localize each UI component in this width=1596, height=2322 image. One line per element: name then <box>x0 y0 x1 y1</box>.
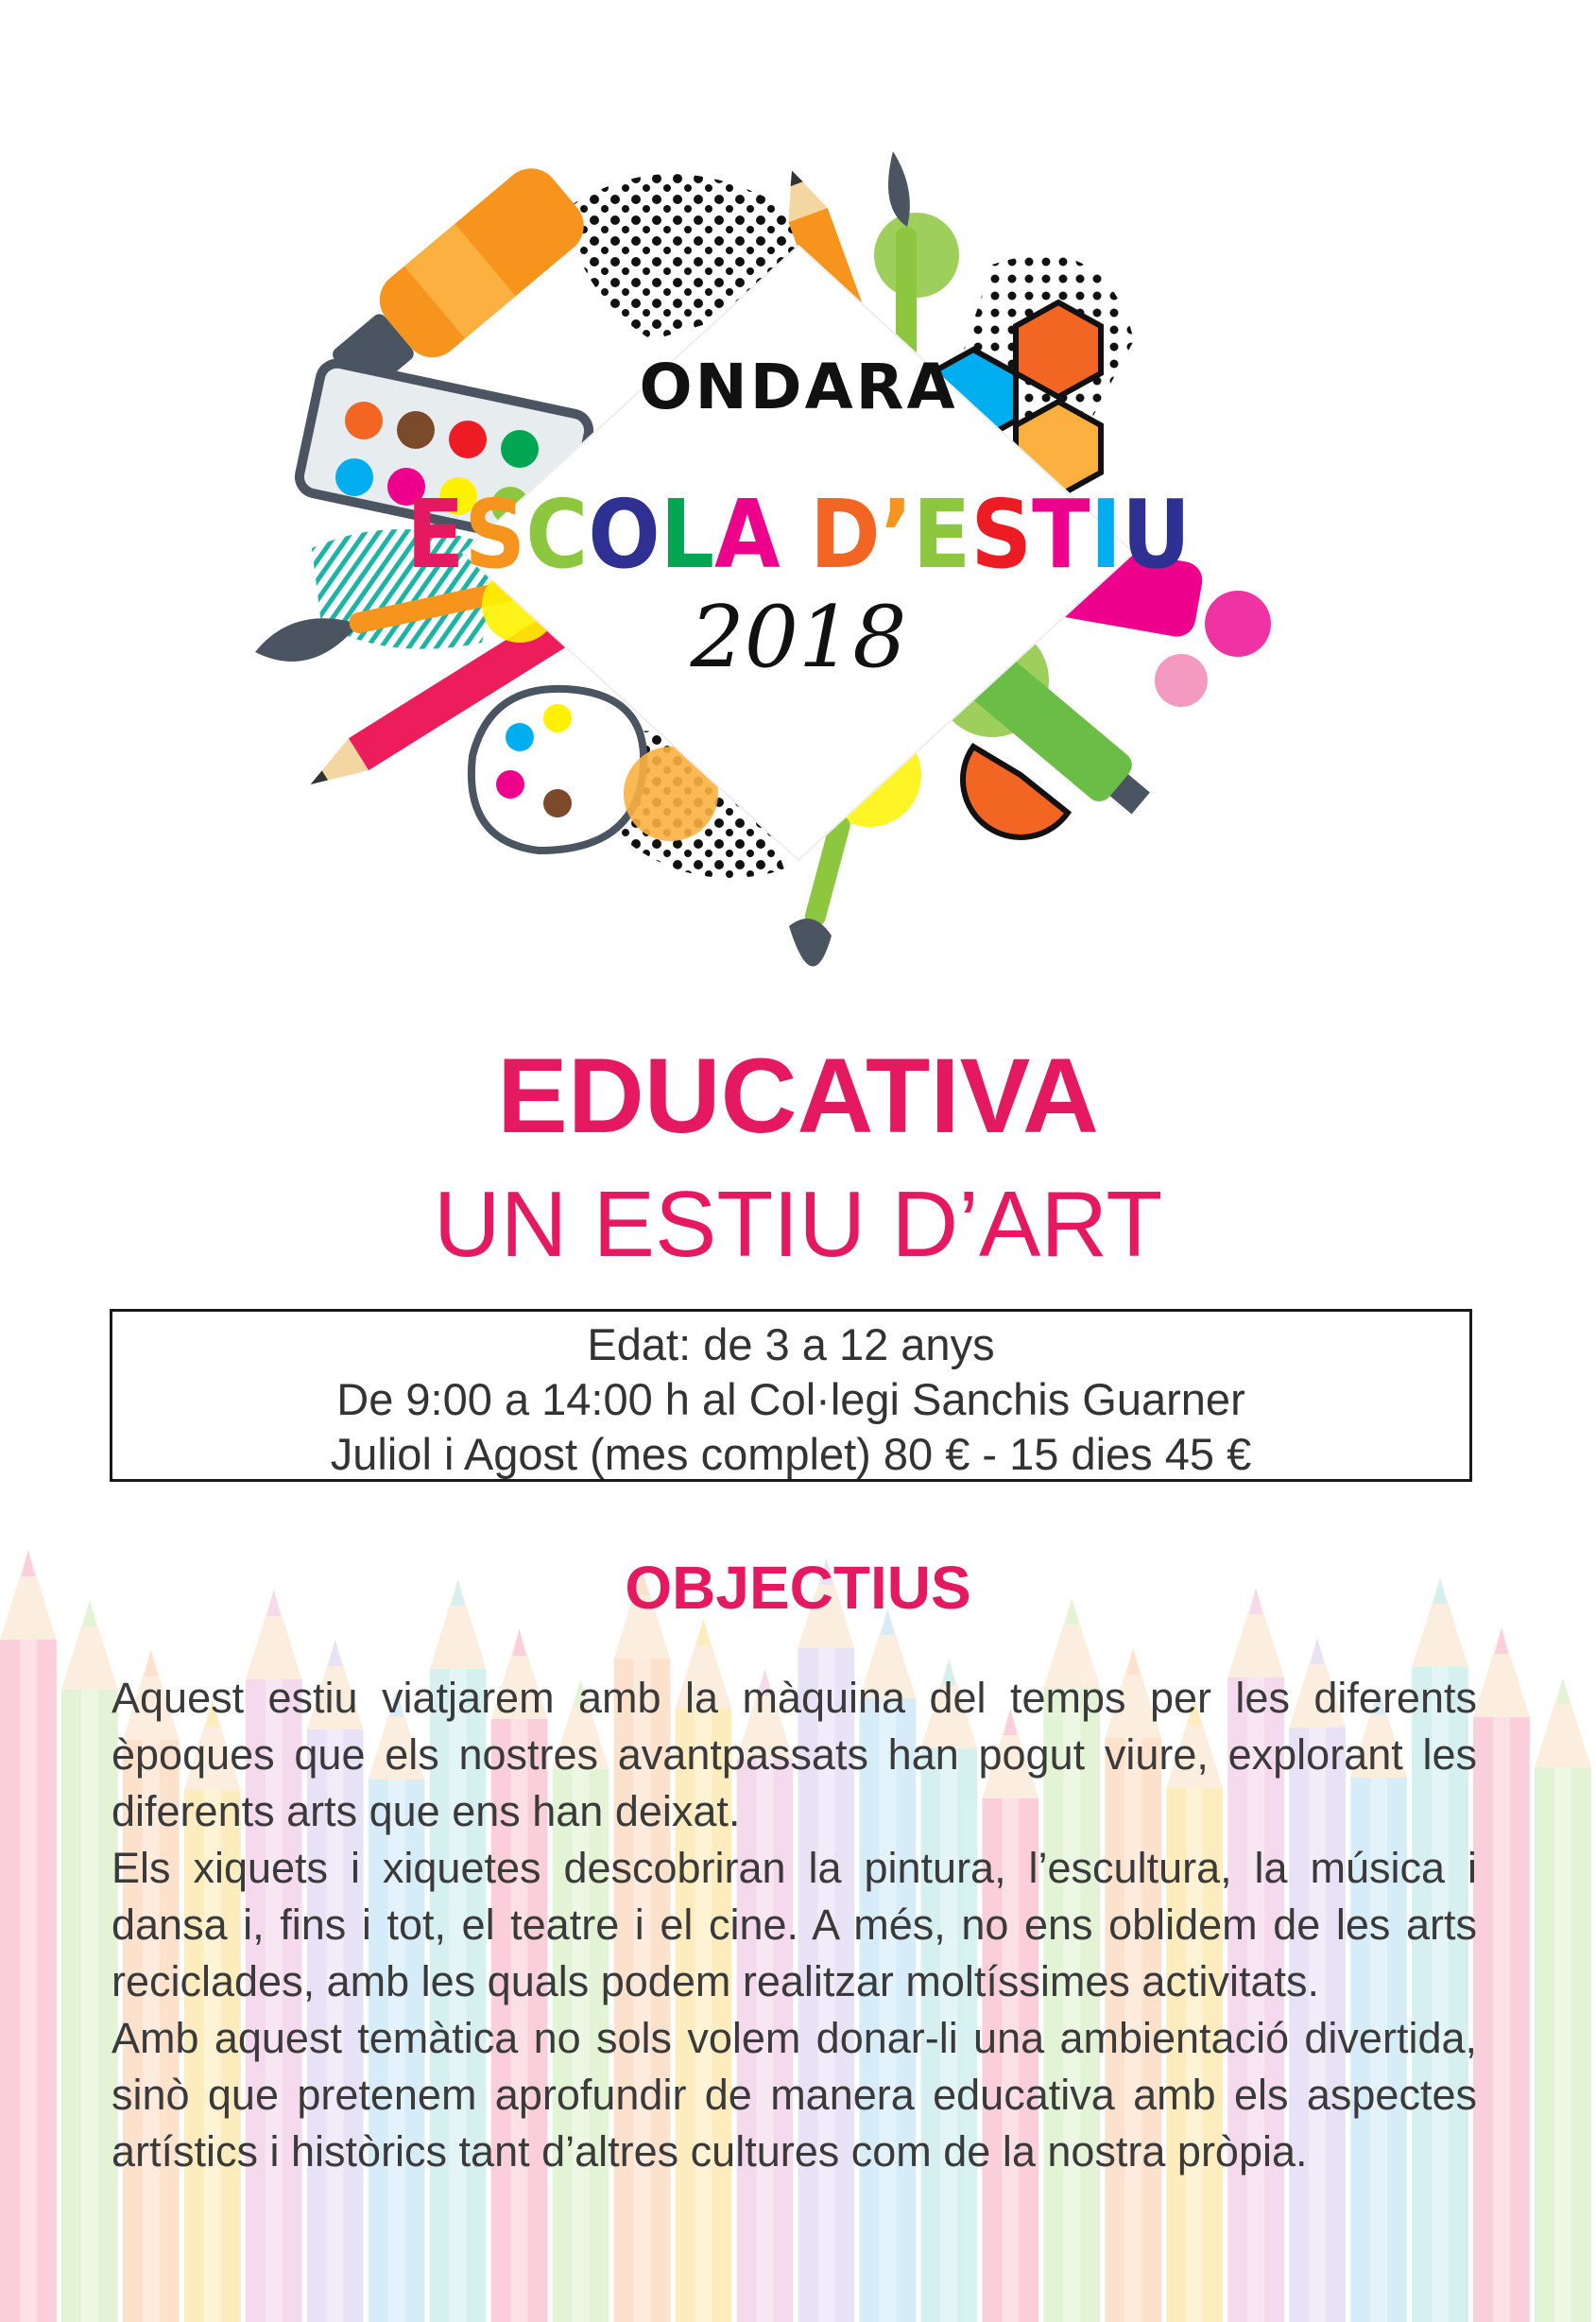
logo-title-letter: C <box>525 479 589 590</box>
logo-title <box>406 479 1191 590</box>
euro-symbol: € <box>1227 1429 1252 1479</box>
logo-title-letter <box>781 479 810 590</box>
logo-title-letter: O <box>588 479 661 590</box>
info-price <box>112 1427 1469 1482</box>
logo-title-letter: S <box>464 479 526 590</box>
logo-title-letter: T <box>1032 479 1090 590</box>
pencil-shape <box>1473 1627 1530 2322</box>
objectives-paragraph: Amb aquest temàtica no sols volem donar-li una ambientació divertida, sinò que pretenem aprofundir de manera educativa amb els aspectes artístics i històrics tant d’altres cultures com de la nostra pròpia. <box>112 2014 1477 2176</box>
pencil-shape <box>61 1600 118 2322</box>
logo-year: 2018 <box>690 588 907 687</box>
logo-title-letter: E <box>405 479 465 590</box>
escola-estiu-logo <box>255 151 1342 1002</box>
logo-title-letter: S <box>970 479 1033 590</box>
pencil-shape <box>0 1550 57 2322</box>
logo-title-letter: I <box>1090 479 1123 590</box>
logo-title-letter: E <box>912 479 971 590</box>
logo-title-letter: ’ <box>880 479 913 590</box>
info-box <box>110 1309 1472 1482</box>
info-price-prefix: Juliol i Agost (mes complet) 80 <box>330 1429 946 1479</box>
info-price-mid: - 15 dies 45 <box>970 1429 1227 1479</box>
artist-palette <box>472 689 644 851</box>
logo-title-letter: A <box>714 479 781 590</box>
euro-symbol: € <box>945 1429 970 1479</box>
logo-title-letter: L <box>660 479 715 590</box>
heading-educativa: EDUCATIVA <box>497 1037 1099 1155</box>
subheading-un-estiu-dart: UN ESTIU D’ART <box>433 1172 1163 1276</box>
objectives-paragraph: Els xiquets i xiquetes descobriran la pintura, l’escultura, la música i dansa i, fins i tot, el teatre i el cine. A més, no ens oblidem de les arts reciclades, amb les quals podem realitzar moltíssimes activitats. <box>112 1844 1477 2005</box>
logo-title-letter: D <box>809 479 881 590</box>
info-age: Edat: de 3 a 12 anys <box>587 1319 995 1369</box>
logo-town: ONDARA <box>639 351 958 423</box>
pencil-shape <box>1535 1677 1591 2322</box>
logo-title-letter: U <box>1122 479 1192 590</box>
objectives-paragraph: Aquest estiu viatjarem amb la màquina del temps per les diferents èpoques que els nostres avantpassats han pogut viure, explorant les diferents arts que ens han deixat. <box>112 1674 1477 1835</box>
info-schedule: De 9:00 a 14:00 h al Col·legi Sanchis Guarner <box>336 1374 1245 1424</box>
objectives-title: OBJECTIUS <box>625 1554 971 1622</box>
objectives-body <box>112 1670 1477 2180</box>
